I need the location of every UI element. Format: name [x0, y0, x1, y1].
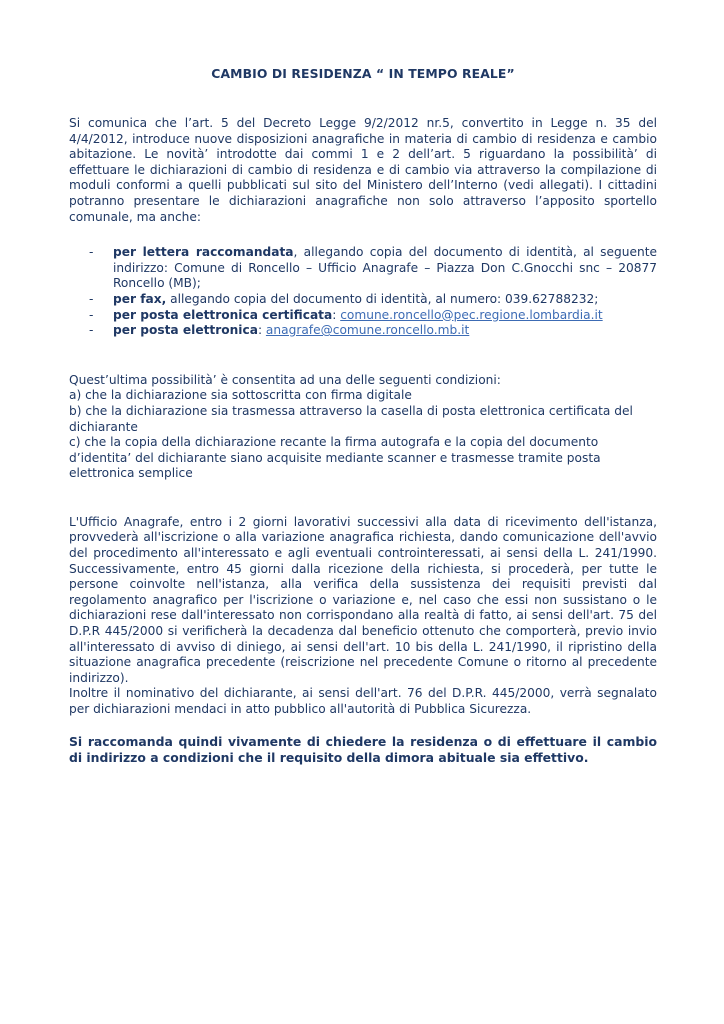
- contact-item-raccomandata: [89, 245, 657, 292]
- list-dash: -: [89, 291, 94, 306]
- conditions-heading: Quest’ultima possibilità’ è consentita ad una delle seguenti condizioni:: [69, 372, 501, 387]
- document-page: [69, 66, 657, 766]
- contact-label: per fax,: [113, 291, 167, 306]
- contact-methods-list: [69, 245, 657, 339]
- document-title: CAMBIO DI RESIDENZA “ IN TEMPO REALE”: [211, 66, 515, 81]
- pec-email-link[interactable]: comune.roncello@pec.regione.lombardia.it: [340, 307, 603, 322]
- list-dash: -: [89, 245, 94, 260]
- email-link[interactable]: anagrafe@comune.roncello.mb.it: [265, 323, 470, 338]
- contact-text: :: [257, 323, 266, 338]
- penalty-paragraph: Inoltre il nominativo del dichiarante, ai sensi dell'art. 76 del D.P.R. 445/2000, verrà segnalato per dichiarazioni mendaci in atto pubblico all'autorità di Pubblica Sicurezza.: [69, 686, 657, 716]
- list-dash: -: [89, 323, 94, 338]
- condition-item-b: b) che la dichiarazione sia trasmessa attraverso la casella di posta elettronica certificata del dichiarante: [69, 403, 633, 434]
- intro-paragraph: Si comunica che l’art. 5 del Decreto Legge 9/2/2012 nr.5, convertito in Legge n. 35 del 4/4/2012, introduce nuove disposizioni anagrafiche in materia di cambio di residenza e cambio abitazione. Le novità’ introdotte dai commi 1 e 2 dell’art. 5 riguardano la possibilità’ di effettuare le dichiarazioni di cambio di residenza e di cambio via attraverso la compilazione di moduli conformi a quelli pubblicati sul sito del Ministero dell’Interno (vedi allegati). I cittadini potranno presentare le dichiarazioni anagrafiche non solo attraverso l’apposito sportello comunale, ma anche:: [69, 116, 657, 224]
- contact-label: per posta elettronica certificata: [113, 307, 333, 322]
- closing-recommendation: Si raccomanda quindi vivamente di chiedere la residenza o di effettuare il cambio di indirizzo a condizioni che il requisito della dimora abituale sia effettivo.: [69, 733, 657, 765]
- contact-item-pec: [89, 307, 657, 324]
- contact-label: per posta elettronica: [113, 323, 258, 338]
- contact-label: per lettera raccomandata: [113, 245, 294, 260]
- contact-item-fax: [89, 291, 657, 308]
- condition-item-a: a) che la dichiarazione sia sottoscritta con firma digitale: [69, 388, 412, 403]
- condition-item-c: c) che la copia della dichiarazione recante la firma autografa e la copia del documento d’identita’ del dichiarante siano acquisite mediante scanner e trasmesse tramite posta elettronica semplice: [69, 435, 601, 481]
- office-section: [69, 515, 657, 718]
- contact-item-email: [89, 323, 657, 339]
- conditions-section: [69, 373, 657, 482]
- contact-text: :: [332, 307, 341, 322]
- list-dash: -: [89, 307, 94, 322]
- contact-text: , allegando copia del documento di identità, al seguente indirizzo: Comune di Roncello – Ufficio Anagrafe – Piazza Don C.Gnocchi snc – 20877 Roncello (MB);: [113, 245, 657, 291]
- contact-text: allegando copia del documento di identità, al numero: 039.62788232;: [166, 291, 599, 306]
- office-paragraph: L'Ufficio Anagrafe, entro i 2 giorni lavorativi successivi alla data di ricevimento dell'istanza, provvederà all'iscrizione o alla variazione anagrafica richiesta, dando comunicazione dell'avvio del procedimento all'interessato e agli eventuali controinteressati, ai sensi della L. 241/1990. Successivamente, entro 45 giorni dalla ricezione della richiesta, si procederà, per tutte le persone coinvolte nell'istanza, alla verifica della sussistenza dei requisiti previsti dal regolamento anagrafico per l'iscrizione o variazione e, nel caso che essi non sussistano o le dichiarazioni rese dall'interessato non corrispondano alla realtà di fatto, ai sensi dell'art. 75 del D.P.R 445/2000 si verificherà la decadenza dal beneficio ottenuto che comporterà, previo invio all'interessato di avviso di diniego, ai sensi dell'art. 10 bis della L. 241/1990, il ripristino della situazione anagrafica precedente (reiscrizione nel precedente Comune o ritorno al precedente indirizzo).: [69, 514, 657, 685]
